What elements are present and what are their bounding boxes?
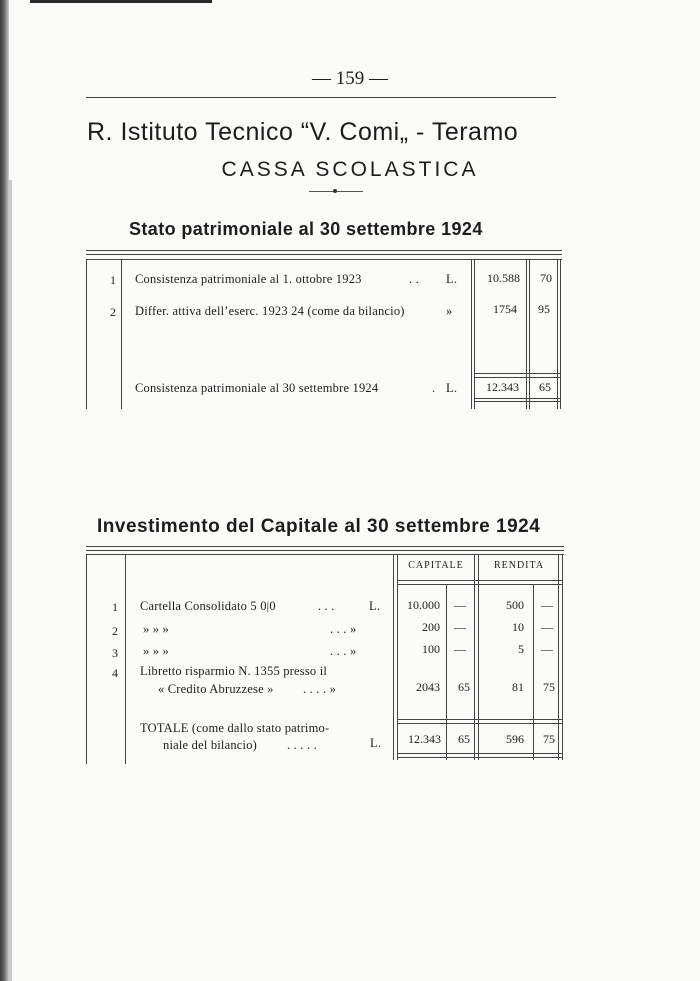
inv-row-3-capitale-cent: — <box>454 642 466 656</box>
stato-total-lire: 12.343 <box>486 380 519 394</box>
stato-top-rule-3 <box>86 259 562 260</box>
inv-row-1-number: 1 <box>112 600 118 614</box>
inv-total-capitale-lire: 12.343 <box>408 732 441 746</box>
stato-row-1-lire: 10.588 <box>487 271 520 285</box>
inv-row-1-marker: L. <box>369 599 381 613</box>
inv-top-rule-1 <box>86 546 564 547</box>
inv-header-rule-2 <box>397 584 562 585</box>
stato-row-2-marker: » <box>446 304 453 318</box>
inv-total-rule-1 <box>397 753 562 754</box>
stato-border-left <box>86 259 87 409</box>
inv-row-4-description: Libretto risparmio N. 1355 presso il <box>140 664 328 678</box>
institute-title: R. Istituto Tecnico “V. Comi„ - Teramo <box>87 118 519 146</box>
inv-row-1-capitale-cent: — <box>454 598 466 612</box>
inv-header-rule-1 <box>397 580 562 581</box>
inv-total-rendita-lire: 596 <box>506 732 524 746</box>
stato-border-right-b <box>560 259 561 409</box>
inv-num-divider <box>125 554 126 764</box>
inv-row-2-number: 2 <box>112 624 118 638</box>
stato-border-right-a <box>557 259 558 409</box>
stato-row-1-marker: L. <box>446 272 458 286</box>
inv-col-capitale: CAPITALE <box>408 560 464 571</box>
inv-row-2-description: » » » <box>143 622 169 636</box>
inv-row-1-leader: . . . <box>318 599 335 613</box>
inv-cap-divider-a <box>393 554 394 760</box>
stato-cent-divider-a <box>526 259 527 409</box>
header-rule <box>86 97 556 98</box>
inv-col-rendita: RENDITA <box>493 560 545 571</box>
inv-sum-rule-2 <box>397 723 562 724</box>
stato-row-1-description: Consistenza patrimoniale al 1. ottobre 1923 <box>135 272 362 286</box>
inv-border-left <box>86 554 87 764</box>
stato-title: Stato patrimoniale al 30 settembre 1924 <box>129 219 483 239</box>
inv-row-1-rendita-cent: — <box>541 598 553 612</box>
stato-total-cent: 65 <box>539 380 551 394</box>
inv-row-4-capitale-cent: 65 <box>458 680 470 694</box>
inv-sum-rule-1 <box>397 719 562 720</box>
inv-total-description: TOTALE (come dallo stato patrimo- <box>140 721 330 735</box>
page-edge-top <box>30 0 212 3</box>
inv-total-capitale-cent: 65 <box>458 732 470 746</box>
page-edge-shadow-inner <box>9 180 12 981</box>
stato-total-rule-1 <box>474 398 560 399</box>
stato-lire-divider-b <box>474 259 475 409</box>
inv-row-4-leader: . . . . » <box>303 682 337 696</box>
inv-border-right-b <box>562 554 563 760</box>
inv-row-2-capitale-cent: — <box>454 620 466 634</box>
inv-row-1-description: Cartella Consolidato 5 0|0 <box>140 599 276 613</box>
inv-row-1-capitale-lire: 10.000 <box>407 598 440 612</box>
inv-row-2-rendita-cent: — <box>541 620 553 634</box>
stato-total-description: Consistenza patrimoniale al 30 settembre 1924 <box>135 381 379 395</box>
stato-total-marker: L. <box>446 381 458 395</box>
inv-cap-cent-divider <box>446 584 447 760</box>
page-edge-shadow <box>0 0 9 981</box>
stato-top-rule-1 <box>86 250 562 251</box>
section-subtitle: CASSA SCOLASTICA <box>221 158 479 181</box>
stato-total-rule-2 <box>474 401 560 402</box>
inv-row-4-number: 4 <box>112 666 118 680</box>
inv-row-3-leader: . . . » <box>330 644 357 658</box>
inv-ren-cent-divider <box>533 584 534 760</box>
stato-top-rule-2 <box>86 254 562 255</box>
inv-row-4-rendita-cent: 75 <box>543 680 555 694</box>
stato-total-leader: . <box>432 381 436 395</box>
inv-row-4-rendita-lire: 81 <box>512 680 524 694</box>
inv-row-3-capitale-lire: 100 <box>422 642 440 656</box>
inv-total-leader: . . . . . <box>287 738 317 752</box>
inv-row-2-capitale-lire: 200 <box>422 620 440 634</box>
stato-sum-rule-1 <box>474 373 560 374</box>
stato-row-2-cent: 95 <box>538 302 550 316</box>
stato-lire-divider-a <box>471 259 472 409</box>
inv-row-3-rendita-cent: — <box>541 642 553 656</box>
inv-row-4-description-cont: « Credito Abruzzese » <box>158 682 274 696</box>
inv-top-rule-3 <box>86 554 564 555</box>
inv-total-description-cont: niale del bilancio) <box>163 738 258 752</box>
stato-row-1-cent: 70 <box>540 271 552 285</box>
inv-row-3-rendita-lire: 5 <box>518 642 524 656</box>
inv-row-4-capitale-lire: 2043 <box>416 680 440 694</box>
investimento-title: Investimento del Capitale al 30 settembre 1924 <box>97 516 541 537</box>
stato-num-divider <box>121 259 122 409</box>
stato-row-2-number: 2 <box>110 305 116 319</box>
stato-row-2-description: Differ. attiva dell’eserc. 1923 24 (come da bilancio) <box>135 304 405 318</box>
inv-top-rule-2 <box>86 550 564 551</box>
inv-row-2-leader: . . . » <box>330 622 357 636</box>
stato-sum-rule-2 <box>474 377 560 378</box>
stato-row-1-number: 1 <box>110 273 116 287</box>
inv-total-rendita-cent: 75 <box>543 732 555 746</box>
stato-row-1-leader: . . <box>409 272 419 286</box>
inv-row-3-description: » » » <box>143 644 169 658</box>
inv-total-rule-2 <box>397 757 562 758</box>
inv-row-2-rendita-lire: 10 <box>512 620 524 634</box>
ornament-dot <box>333 189 337 193</box>
stato-row-2-lire: 1754 <box>493 302 517 316</box>
page-number: — 159 — <box>312 68 388 89</box>
inv-row-3-number: 3 <box>112 646 118 660</box>
inv-row-1-rendita-lire: 500 <box>506 598 524 612</box>
inv-total-marker: L. <box>370 736 382 750</box>
